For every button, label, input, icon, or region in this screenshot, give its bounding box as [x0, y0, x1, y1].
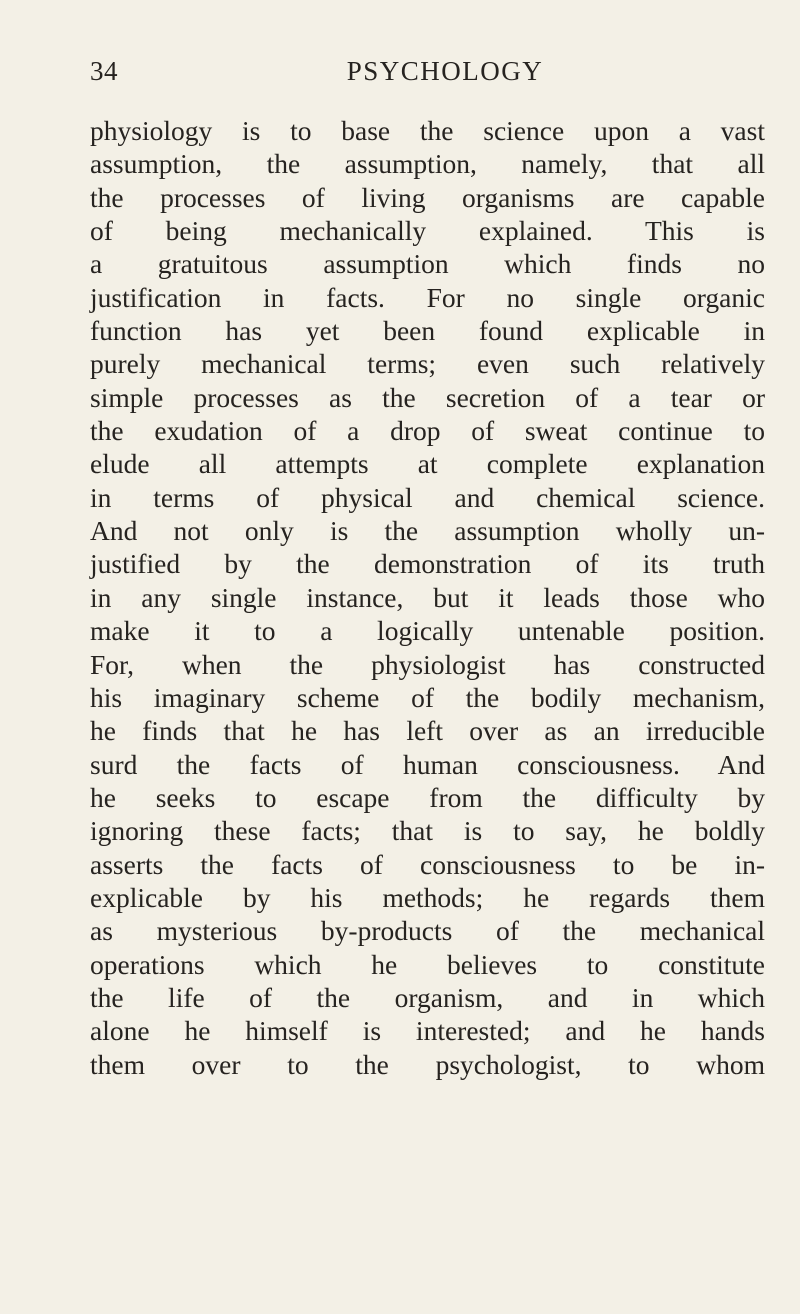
- text-line: in terms of physical and chemical science.: [90, 481, 765, 513]
- running-head: [90, 56, 760, 90]
- body-text: [90, 114, 765, 1081]
- text-line: a gratuitous assumption which finds no: [90, 248, 765, 280]
- text-line: physiology is to base the science upon a vast: [90, 115, 765, 146]
- page-number: 34: [90, 56, 118, 86]
- text-line: elude all attempts at complete explanation: [90, 448, 765, 480]
- text-line: in any single instance, but it leads those who: [90, 581, 765, 613]
- text-line: For, when the physiologist has constructed: [90, 648, 765, 680]
- text-line: justified by the demonstration of its truth: [90, 548, 765, 580]
- running-title: PSYCHOLOGY: [346, 56, 544, 86]
- text-line: the exudation of a drop of sweat continue to: [90, 415, 765, 447]
- text-line: ignoring these facts; that is to say, he boldly: [90, 815, 765, 847]
- text-line: alone he himself is interested; and he hands: [90, 1015, 765, 1047]
- text-line: surd the facts of human consciousness. And: [90, 748, 765, 780]
- text-line: them over to the psychologist, to whom: [90, 1048, 765, 1080]
- text-line: he finds that he has left over as an irreducible: [90, 715, 765, 747]
- text-line: the life of the organism, and in which: [90, 981, 765, 1013]
- text-line: asserts the facts of consciousness to be in-: [90, 848, 765, 880]
- text-line: the processes of living organisms are capable: [90, 181, 765, 213]
- text-line: make it to a logically untenable position.: [90, 615, 765, 647]
- text-line: explicable by his methods; he regards them: [90, 881, 765, 913]
- text-line: he seeks to escape from the difficulty by: [90, 781, 765, 813]
- text-line: And not only is the assumption wholly un-: [90, 515, 765, 547]
- text-line: simple processes as the secretion of a tear or: [90, 381, 765, 413]
- text-line: his imaginary scheme of the bodily mechanism,: [90, 681, 765, 713]
- text-line: operations which he believes to constitute: [90, 948, 765, 980]
- text-line: assumption, the assumption, namely, that all: [90, 148, 765, 180]
- text-line: justification in facts. For no single organic: [90, 281, 765, 313]
- text-line: as mysterious by-products of the mechanical: [90, 915, 765, 947]
- text-line: purely mechanical terms; even such relatively: [90, 348, 765, 380]
- text-line: of being mechanically explained. This is: [90, 215, 765, 247]
- text-line: function has yet been found explicable in: [90, 315, 765, 347]
